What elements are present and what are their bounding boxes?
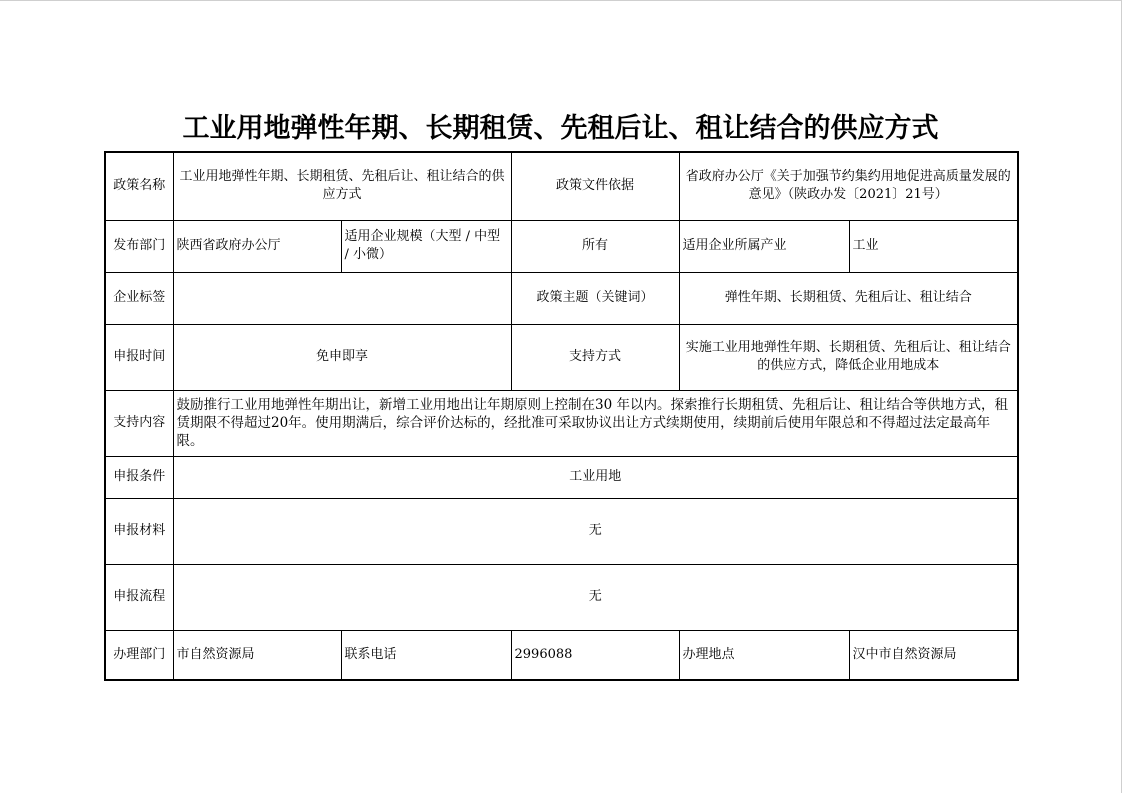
conditions-value: 工业用地: [173, 456, 1018, 498]
process-value: 无: [173, 564, 1018, 630]
support-method-label: 支持方式: [511, 324, 679, 390]
document-title: 工业用地弹性年期、长期租赁、先租后让、租让结合的供应方式: [182, 113, 939, 144]
publisher-value: 陕西省政府办公厅: [173, 220, 341, 272]
phone-label: 联系电话: [341, 630, 511, 680]
location-label: 办理地点: [679, 630, 849, 680]
row-office: [105, 630, 1018, 680]
row-apply-time: [105, 324, 1018, 390]
enterprise-tags-label: 企业标签: [105, 272, 173, 324]
conditions-label: 申报条件: [105, 456, 173, 498]
office-value: 市自然资源局: [173, 630, 341, 680]
enterprise-scale-value: 所有: [511, 220, 679, 272]
row-process: [105, 564, 1018, 630]
office-label: 办理部门: [105, 630, 173, 680]
publisher-label: 发布部门: [105, 220, 173, 272]
support-content-label: 支持内容: [105, 390, 173, 456]
row-publisher: [105, 220, 1018, 272]
policy-basis-label: 政策文件依据: [511, 152, 679, 220]
policy-basis-value: 省政府办公厅《关于加强节约集约用地促进高质量发展的意见》（陕政办发〔2021〕21号）: [679, 152, 1018, 220]
support-content-value: 鼓励推行工业用地弹性年期出让，新增工业用地出让年期原则上控制在30 年以内。探索推行长期租赁、先租后让、租让结合等供地方式，租赁期限不得超过20年。使用期满后，综合评价达标的，经批准可采取协议出让方式续期使用，续期前后使用年限总和不得超过法定最高年限。: [173, 390, 1018, 456]
apply-time-value: 免申即享: [173, 324, 511, 390]
policy-theme-label: 政策主题（关键词）: [511, 272, 679, 324]
process-label: 申报流程: [105, 564, 173, 630]
materials-label: 申报材料: [105, 498, 173, 564]
policy-name-value: 工业用地弹性年期、长期租赁、先租后让、租让结合的供应方式: [173, 152, 511, 220]
support-method-value: 实施工业用地弹性年期、长期租赁、先租后让、租让结合的供应方式，降低企业用地成本: [679, 324, 1018, 390]
row-conditions: [105, 456, 1018, 498]
industry-label: 适用企业所属产业: [679, 220, 849, 272]
enterprise-tags-value: [173, 272, 511, 324]
phone-value: 2996088: [511, 630, 679, 680]
location-value: 汉中市自然资源局: [849, 630, 1018, 680]
policy-theme-value: 弹性年期、长期租赁、先租后让、租让结合: [679, 272, 1018, 324]
apply-time-label: 申报时间: [105, 324, 173, 390]
row-support-content: [105, 390, 1018, 456]
industry-value: 工业: [849, 220, 1018, 272]
row-materials: [105, 498, 1018, 564]
row-policy-name: [105, 152, 1018, 220]
materials-value: 无: [173, 498, 1018, 564]
enterprise-scale-label: 适用企业规模（大型 / 中型 / 小微）: [341, 220, 511, 272]
policy-table: [104, 151, 1019, 681]
row-tags: [105, 272, 1018, 324]
policy-name-label: 政策名称: [105, 152, 173, 220]
